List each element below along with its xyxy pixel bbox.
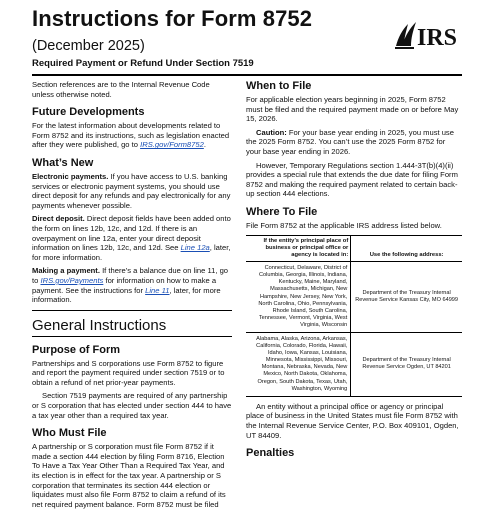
purpose-paragraph-2: Section 7519 payments are required of any partnership or S corporation that has elected under section 444 to have a tax year other than a required tax year. [32,391,232,420]
filing-address-table [246,235,462,397]
table-row [246,262,462,333]
electronic-payments-paragraph: Electronic payments. If you have access to U.S. banking services or electronic payment systems, you should use direct deposit for any refunds and pay electronically for any payments whenever possible. [32,171,231,210]
table-cell-address: Department of the Treasury Internal Revenue Service Ogden, UT 84201 [351,332,462,396]
section-heading-where-to-file: Where To File [246,205,318,218]
table-cell-states: Connecticut, Delaware, District of Columbia, Georgia, Illinois, Indiana, Kentucky, Maine, Maryland, Massachusetts, Michigan, New Hampshire, New Jersey, New York, North Carolina, Ohio, Pennsylvania, Rhode Island, South Carolina, Tennessee, Vermont, Virginia, West Virginia, Wisconsin [246,262,351,333]
caution-paragraph: Caution: For your base year ending in 2025, you must use the 2025 Form 8752. You can’t use the 2025 Form 8752 for your base year ending in 2026. [246,127,454,156]
right-column [246,80,462,462]
heading-underline [32,336,232,337]
section-heading-future-developments: Future Developments [32,106,145,119]
direct-deposit-paragraph: Direct deposit. Direct deposit fields have been added onto the form on lines 12b, 12c, and 12d. If there is an overpayment on line 12a, enter your direct deposit information on lines 12b, 12c, and 12d. See Line 12a, later, for more information. [32,214,231,262]
future-developments-text: For the latest information about developments related to Form 8752 and its instructions, such as legislation enacted after they were published, go to IRS.gov/Form8752. [32,121,230,150]
section-heading-penalties: Penalties [246,447,295,460]
table-header-location: If the entity’s principal place of business or principal office or agency is located in: [246,235,351,262]
outside-us-paragraph: An entity without a principal office or agency or principal place of business in the United States must file Form 8752 with the Internal Revenue Service Center, P.O. Box 409101, Ogden, UT 84409. [246,401,459,440]
table-row [246,332,462,396]
section-heading-purpose-of-form: Purpose of Form [32,343,121,356]
table-cell-states: Alabama, Alaska, Arizona, Arkansas, California, Colorado, Florida, Hawaii, Idaho, Iowa, Kansas, Louisiana, Minnesota, Mississippi, Missouri, Montana, Nebraska, Nevada, New Mexico, North Dakota, Oklahoma, Oregon, South Dakota, Texas, Utah, Washington, Wyoming [246,332,351,396]
document-header [32,0,462,74]
header-rule [32,74,462,76]
irs-form8752-link[interactable]: IRS.gov/Form8752 [140,140,204,150]
irs-payments-link[interactable]: IRS.gov/Payments [40,275,104,285]
section-heading-when-to-file: When to File [246,80,312,92]
form-subtitle: Required Payment or Refund Under Section 7519 [32,58,254,69]
where-to-file-paragraph: File Form 8752 at the applicable IRS address listed below. [246,220,442,230]
making-payment-paragraph: Making a payment. If there’s a balance due on line 11, go to IRS.gov/Payments for information on how to make a payment. See the instructions for Line 11, later, for more information. [32,266,229,305]
section-divider [32,310,232,311]
table-header-row [246,235,462,262]
table-header-address: Use the following address: [351,235,462,262]
page-title: Instructions for Form 8752 [32,6,313,31]
irs-logo-icon [392,16,462,50]
who-must-file-paragraph: A partnership or S corporation must file Form 8752 if it made a section 444 election by filing Form 8716, Election To Have a Tax Year Other Than a Required Tax Year, and its election is in effect for the tax year. A partnership or S corporation that terminates its section 444 election or liquidates must also file Form 8752 to claim a refund of its net required payment balance. Form 8752 must be filed [32,442,226,509]
temporary-regulations-paragraph: However, Temporary Regulations section 1.444-3T(b)(4)(ii) provides a special rule that extends the due date for filing Form 8752 and making the required payment related to certain back-up section 444 elections. [246,160,458,199]
svg-text:IRS: IRS [417,25,458,51]
intro-text: Section references are to the Internal Revenue Code unless otherwise noted. [32,80,210,99]
purpose-paragraph-1: Partnerships and S corporations use Form 8752 to figure and report the payment required under section 7519 or to obtain a refund of net prior-year payments. [32,358,225,387]
section-heading-who-must-file: Who Must File [32,427,107,440]
left-column [32,80,232,513]
revision-date: (December 2025) [32,38,145,54]
table-cell-address: Department of the Treasury Internal Revenue Service Kansas City, MO 64999 [351,262,462,333]
line-12a-link[interactable]: Line 12a [180,243,210,253]
section-heading-general-instructions: General Instructions [32,316,167,334]
line-11-link[interactable]: Line 11 [145,285,170,295]
section-heading-whats-new: What’s New [32,156,94,169]
when-to-file-paragraph: For applicable election years beginning in 2025, Form 8752 must be filed and the required payment made on or before May 15, 2026. [246,95,459,124]
